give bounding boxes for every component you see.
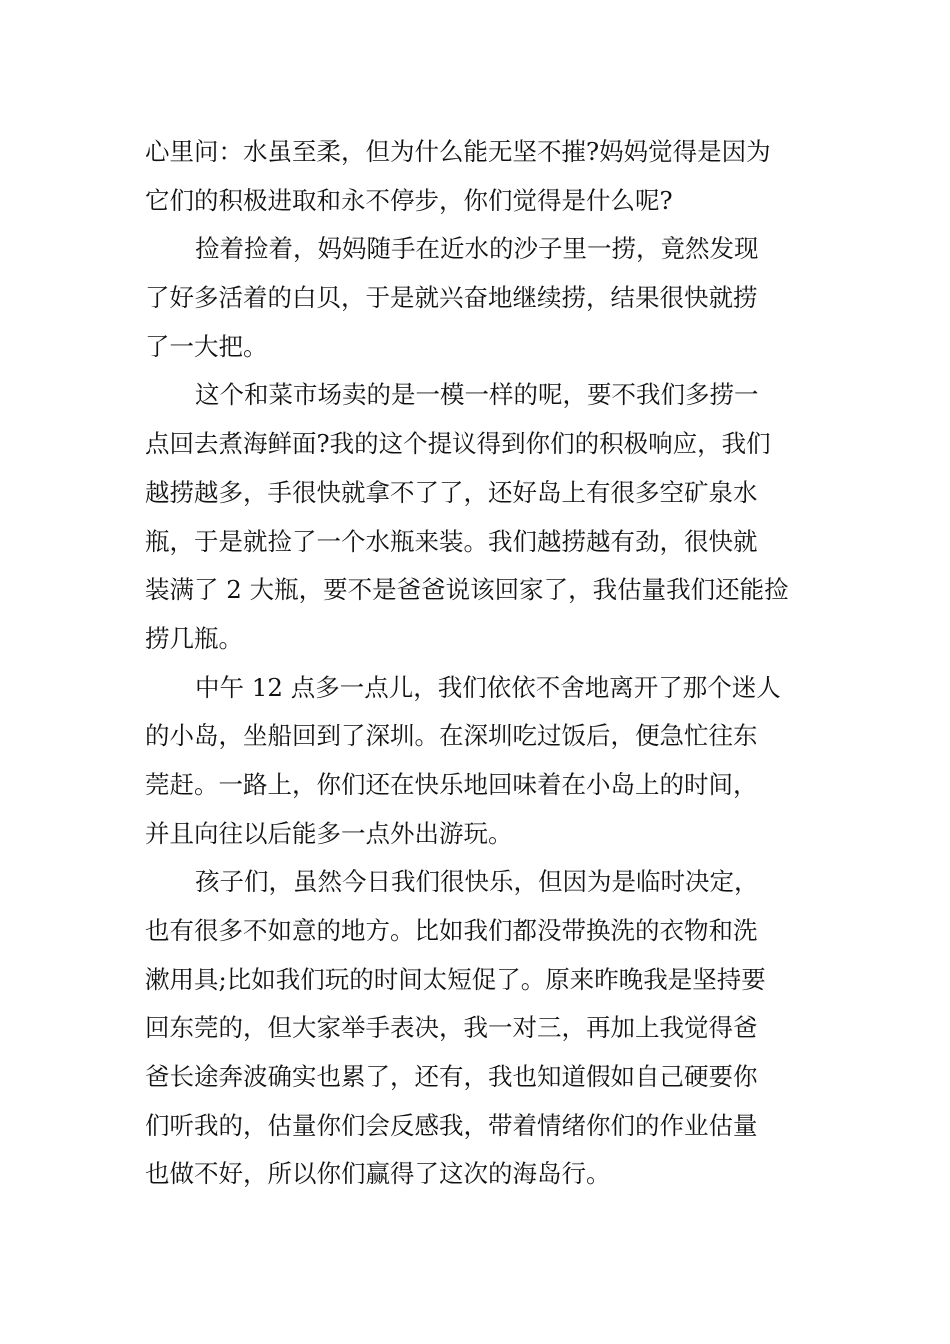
- text-line: 们听我的，估量你们会反感我，带着情绪你们的作业估量: [145, 1110, 758, 1140]
- paragraph-first-line: 孩子们，虽然今日我们很快乐，但因为是临时决定，: [195, 867, 759, 897]
- text-line: 也做不好，所以你们赢得了这次的海岛行。: [145, 1159, 611, 1189]
- text-line: 漱用具;比如我们玩的时间太短促了。原来昨晚我是坚持要: [145, 964, 766, 994]
- text-line: 装满了 2 大瓶，要不是爸爸说该回家了，我估量我们还能捡: [145, 575, 789, 605]
- text-line: 的小岛，坐船回到了深圳。在深圳吃过饭后，便急忙往东: [145, 721, 758, 751]
- paragraph-first-line: 捡着捡着，妈妈随手在近水的沙子里一捞，竟然发现: [195, 234, 759, 264]
- text-line: 捞几瓶。: [145, 623, 243, 653]
- text-line: 瓶，于是就捡了一个水瓶来装。我们越捞越有劲，很快就: [145, 526, 758, 556]
- text-line: 点回去煮海鲜面?我的这个提议得到你们的积极响应，我们: [145, 429, 771, 459]
- text-line: 了好多活着的白贝，于是就兴奋地继续捞，结果很快就捞: [145, 283, 758, 313]
- text-line: 并且向往以后能多一点外出游玩。: [145, 818, 513, 848]
- text-line: 回东莞的，但大家举手表决，我一对三，再加上我觉得爸: [145, 1013, 758, 1043]
- text-line: 也有很多不如意的地方。比如我们都没带换洗的衣物和洗: [145, 916, 758, 945]
- text-line: 心里问：水虽至柔，但为什么能无坚不摧?妈妈觉得是因为: [145, 137, 771, 166]
- document-page: [145, 128, 810, 1199]
- text-line: 莞赶。一路上，你们还在快乐地回味着在小岛上的时间，: [145, 769, 758, 799]
- text-line: 了一大把。: [145, 331, 268, 361]
- paragraph-first-line: 这个和菜市场卖的是一模一样的呢，要不我们多捞一: [195, 380, 759, 410]
- paragraph-first-line: 中午 12 点多一点儿，我们依依不舍地离开了那个迷人: [195, 672, 781, 702]
- text-line: 爸长途奔波确实也累了，还有，我也知道假如自己硬要你: [145, 1062, 758, 1092]
- text-line: 它们的积极进取和永不停步，你们觉得是什么呢?: [145, 185, 673, 215]
- text-line: 越捞越多，手很快就拿不了了，还好岛上有很多空矿泉水: [145, 477, 758, 507]
